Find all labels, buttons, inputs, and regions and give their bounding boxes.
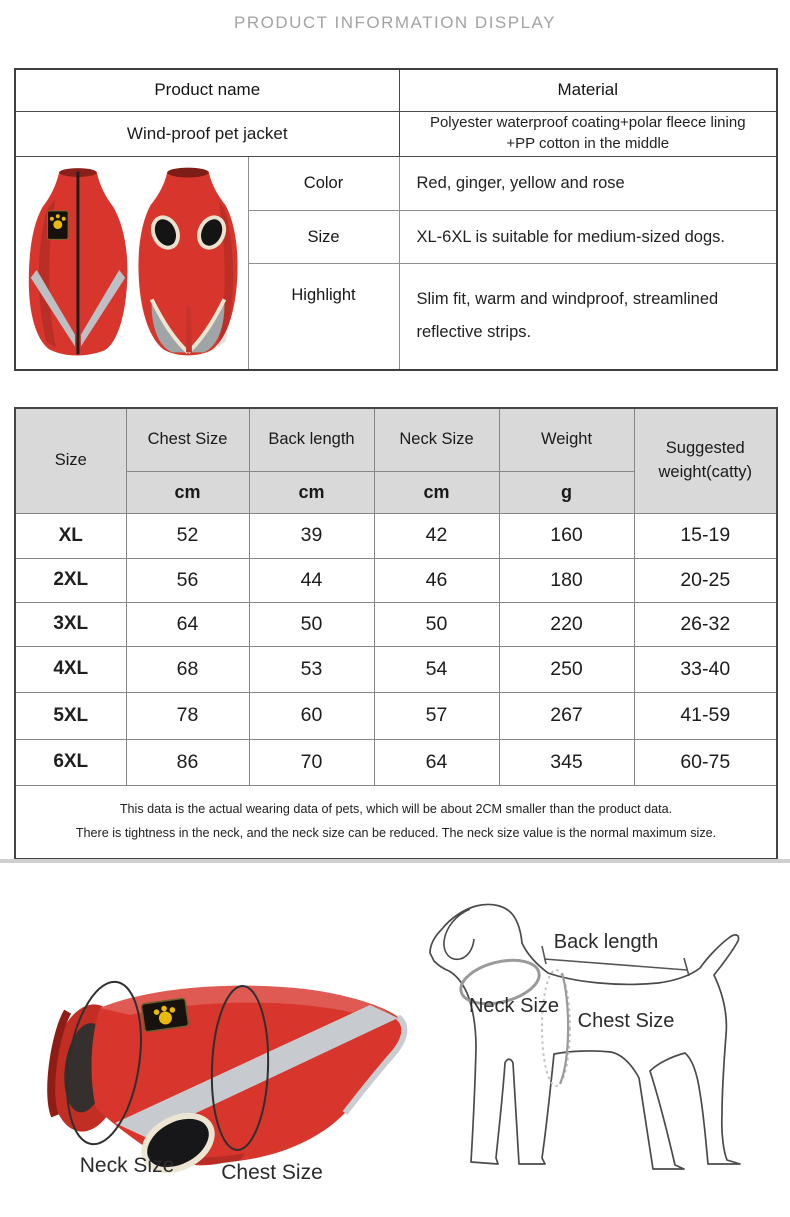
cell-neck: 54: [374, 646, 499, 692]
cell-neck: 64: [374, 739, 499, 785]
cell-suggested: 20-25: [634, 558, 777, 602]
cell-chest: 64: [126, 602, 249, 646]
cell-chest: 56: [126, 558, 249, 602]
cell-back: 44: [249, 558, 374, 602]
size-value: XL-6XL is suitable for medium-sized dogs.: [399, 211, 777, 264]
unit-chest: cm: [126, 471, 249, 513]
col-header-neck: Neck Size: [374, 408, 499, 471]
size-chart-note: [15, 785, 777, 859]
cell-back: 60: [249, 692, 374, 739]
cell-size: 6XL: [15, 739, 126, 785]
cell-suggested: 33-40: [634, 646, 777, 692]
highlight-value: Slim fit, warm and windproof, streamlined reflective strips.: [399, 264, 777, 370]
measurement-diagram: [0, 865, 790, 1217]
dog-measurement-diagram: [430, 904, 740, 1169]
page-title: PRODUCT INFORMATION DISPLAY: [234, 13, 556, 32]
cell-suggested: 60-75: [634, 739, 777, 785]
product-photo-jacket-views: [18, 159, 247, 362]
cell-suggested: 26-32: [634, 602, 777, 646]
jacket-side-illustration: [43, 977, 404, 1184]
cell-chest: 78: [126, 692, 249, 739]
unit-back: cm: [249, 471, 374, 513]
jacket-chest-size-label: Chest Size: [221, 1161, 323, 1184]
material-line-2: +PP cotton in the middle: [506, 134, 670, 152]
dog-back-length-label: Back length: [553, 931, 659, 953]
product-name-value: Wind-proof pet jacket: [15, 111, 399, 156]
product-name-header: Product name: [15, 69, 399, 111]
table-row: [15, 558, 777, 602]
paw-logo-icon: [47, 210, 68, 239]
note-line-1: This data is the actual wearing data of pets, which will be about 2CM smaller than the product data.: [119, 801, 673, 816]
cell-chest: 52: [126, 513, 249, 558]
note-line-2: There is tightness in the neck, and the neck size can be reduced. The neck size value is the normal maximum size.: [75, 825, 717, 840]
cell-neck: 42: [374, 513, 499, 558]
cell-back: 70: [249, 739, 374, 785]
highlight-label: Highlight: [248, 264, 399, 370]
table-row: [15, 513, 777, 558]
table-row: [15, 692, 777, 739]
cell-back: 50: [249, 602, 374, 646]
cell-back: 53: [249, 646, 374, 692]
cell-suggested: 15-19: [634, 513, 777, 558]
cell-size: 3XL: [15, 602, 126, 646]
material-header: Material: [399, 69, 777, 111]
col-header-back: Back length: [249, 408, 374, 471]
cell-weight: 180: [499, 558, 634, 602]
cell-neck: 57: [374, 692, 499, 739]
size-label: Size: [248, 211, 399, 264]
size-chart-table: [14, 407, 778, 860]
cell-weight: 345: [499, 739, 634, 785]
cell-weight: 267: [499, 692, 634, 739]
note-row: [15, 785, 777, 859]
unit-neck: cm: [374, 471, 499, 513]
col-header-suggested: Suggested weight(catty): [634, 408, 777, 513]
unit-weight: g: [499, 471, 634, 513]
cell-weight: 160: [499, 513, 634, 558]
dog-chest-size-label: Chest Size: [577, 1010, 675, 1032]
jacket-back-view: [29, 168, 128, 355]
col-header-weight: Weight: [499, 408, 634, 471]
jacket-front-view: [138, 167, 237, 355]
color-value: Red, ginger, yellow and rose: [399, 156, 777, 211]
section-divider: [0, 859, 790, 863]
product-info-table: [14, 68, 778, 371]
cell-neck: 50: [374, 602, 499, 646]
measurement-diagram-section: [0, 865, 790, 1217]
table-row: [15, 739, 777, 785]
zipper: [76, 171, 79, 354]
cell-back: 39: [249, 513, 374, 558]
cell-suggested: 41-59: [634, 692, 777, 739]
table-row: [15, 602, 777, 646]
cell-size: 5XL: [15, 692, 126, 739]
col-header-size: Size: [15, 408, 126, 513]
jacket-neck-size-label: Neck Size: [79, 1154, 175, 1177]
dog-neck-size-label: Neck Size: [468, 995, 560, 1017]
cell-size: XL: [15, 513, 126, 558]
cell-size: 4XL: [15, 646, 126, 692]
col-header-chest: Chest Size: [126, 408, 249, 471]
paw-logo-icon: [141, 998, 188, 1032]
color-label: Color: [248, 156, 399, 211]
material-value: [399, 111, 777, 156]
cell-neck: 46: [374, 558, 499, 602]
table-row: [15, 646, 777, 692]
cell-size: 2XL: [15, 558, 126, 602]
cell-weight: 220: [499, 602, 634, 646]
material-line-1: Polyester waterproof coating+polar fleece lining: [429, 114, 746, 132]
cell-weight: 250: [499, 646, 634, 692]
product-photo-cell: [15, 156, 248, 370]
cell-chest: 68: [126, 646, 249, 692]
cell-chest: 86: [126, 739, 249, 785]
